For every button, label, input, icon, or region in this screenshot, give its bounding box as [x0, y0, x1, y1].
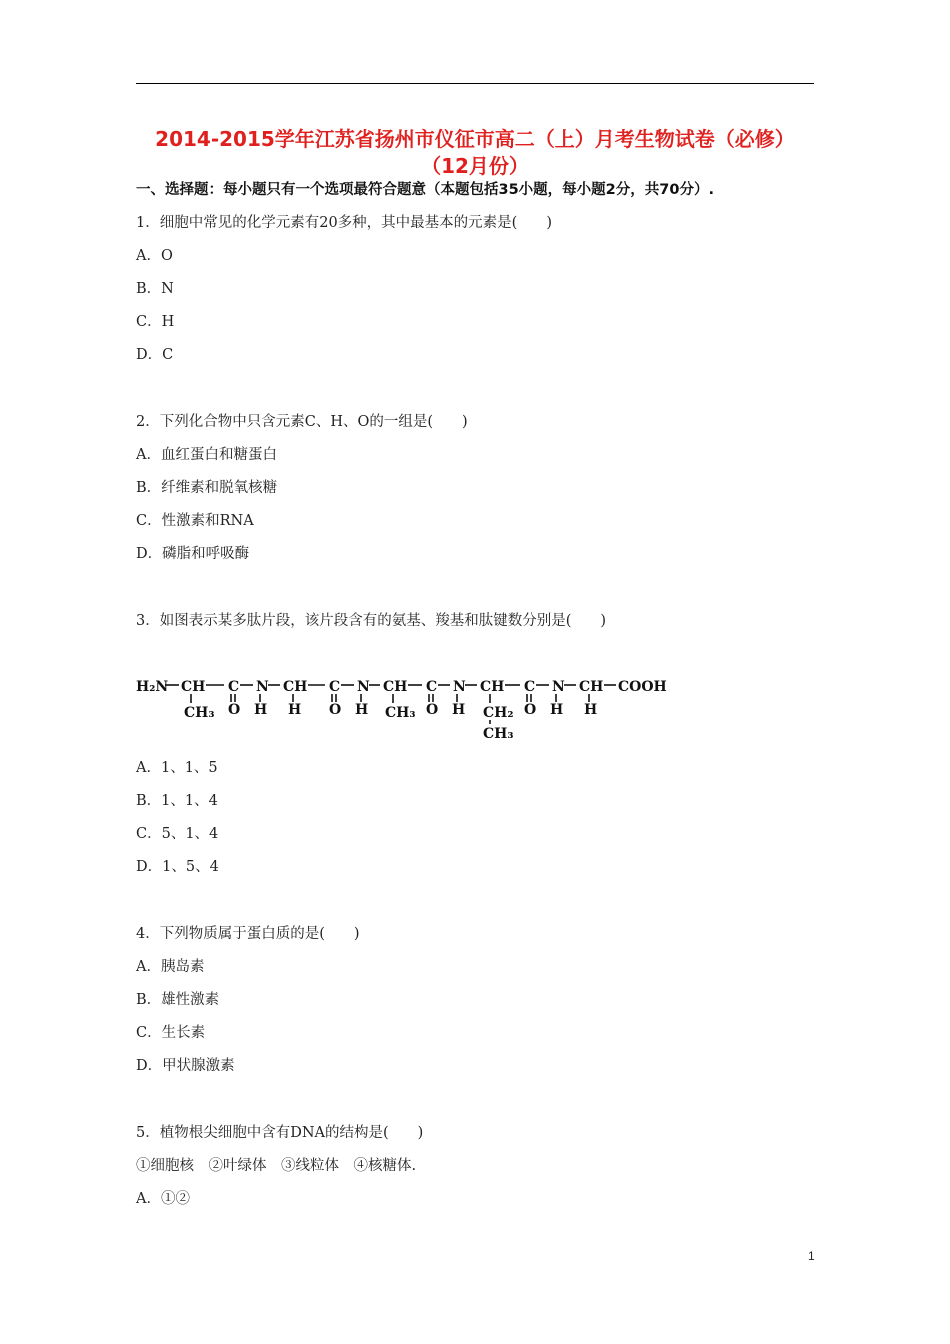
question-4-stem: 4．下列物质属于蛋白质的是( ): [136, 926, 360, 942]
formula-o-1: O: [228, 702, 241, 718]
formula-n-1: N: [256, 679, 269, 695]
formula-cooh: COOH: [618, 679, 667, 695]
question-5-statements: ①细胞核 ②叶绿体 ③线粒体 ④核糖体.: [136, 1158, 417, 1174]
formula-ch3-3: CH₃: [483, 726, 514, 742]
question-2-stem: 2．下列化合物中只含元素C、H、O的一组是( ): [136, 414, 468, 430]
question-2-option-c: C．性激素和RNA: [136, 513, 254, 529]
formula-c-3: C: [426, 679, 438, 695]
question-3-stem: 3．如图表示某多肽片段，该片段含有的氨基、羧基和肽键数分别是( ): [136, 613, 607, 629]
formula-ch2: CH₂: [483, 705, 514, 721]
question-1-option-d: D．C: [136, 347, 174, 363]
question-3-option-c: C．5、1、4: [136, 826, 219, 842]
question-4-option-d: D．甲状腺激素: [136, 1058, 235, 1074]
question-3-option-a: A．1、1、5: [136, 760, 218, 776]
formula-h-5: H: [550, 702, 564, 718]
formula-ch-1: CH: [181, 679, 206, 695]
formula-o-4: O: [524, 702, 537, 718]
formula-h-4: H: [452, 702, 466, 718]
question-1-option-c: C．H: [136, 314, 175, 330]
formula-ch3-2: CH₃: [385, 705, 416, 721]
formula-ch-5: CH: [579, 679, 604, 695]
question-1-option-a: A．O: [136, 248, 173, 264]
formula-o-2: O: [329, 702, 342, 718]
question-5-option-a: A．①②: [136, 1191, 190, 1207]
formula-h-6: H: [584, 702, 598, 718]
formula-ch-2: CH: [283, 679, 308, 695]
header-rule: [136, 83, 814, 84]
formula-c-1: C: [228, 679, 240, 695]
question-4-option-a: A．胰岛素: [136, 959, 205, 975]
question-1-option-b: B．N: [136, 281, 174, 297]
formula-n-2: N: [357, 679, 370, 695]
formula-h-3: H: [355, 702, 369, 718]
formula-h-1: H: [254, 702, 268, 718]
formula-ch-4: CH: [480, 679, 505, 695]
formula-h-2: H: [288, 702, 302, 718]
question-3-option-d: D．1、5、4: [136, 859, 219, 875]
formula-c-4: C: [524, 679, 536, 695]
question-4-option-c: C．生长素: [136, 1025, 206, 1041]
formula-h2n: H₂N: [136, 679, 169, 695]
polypeptide-structure-diagram: [136, 672, 676, 742]
question-2-option-d: D．磷脂和呼吸酶: [136, 546, 250, 562]
page-number: 1: [808, 1249, 815, 1263]
document-title: 2014-2015学年江苏省扬州市仪征市高二（上）月考生物试卷（必修）: [155, 127, 795, 151]
question-3-option-b: B．1、1、4: [136, 793, 218, 809]
question-2-option-b: B．纤维素和脱氧核糖: [136, 480, 278, 496]
document-subtitle: （12月份）: [421, 154, 529, 178]
formula-ch3-1: CH₃: [184, 705, 215, 721]
formula-n-4: N: [552, 679, 565, 695]
formula-ch-3: CH: [383, 679, 408, 695]
question-4-option-b: B．雄性激素: [136, 992, 220, 1008]
formula-n-3: N: [453, 679, 466, 695]
section-heading: 一、选择题：每小题只有一个选项最符合题意（本题包括35小题，每小题2分，共70分）.: [136, 182, 714, 198]
formula-o-3: O: [426, 702, 439, 718]
question-5-stem: 5．植物根尖细胞中含有DNA的结构是( ): [136, 1125, 424, 1141]
question-1-stem: 1．细胞中常见的化学元素有20多种，其中最基本的元素是( ): [136, 215, 552, 231]
question-2-option-a: A．血红蛋白和糖蛋白: [136, 447, 277, 463]
formula-c-2: C: [329, 679, 341, 695]
